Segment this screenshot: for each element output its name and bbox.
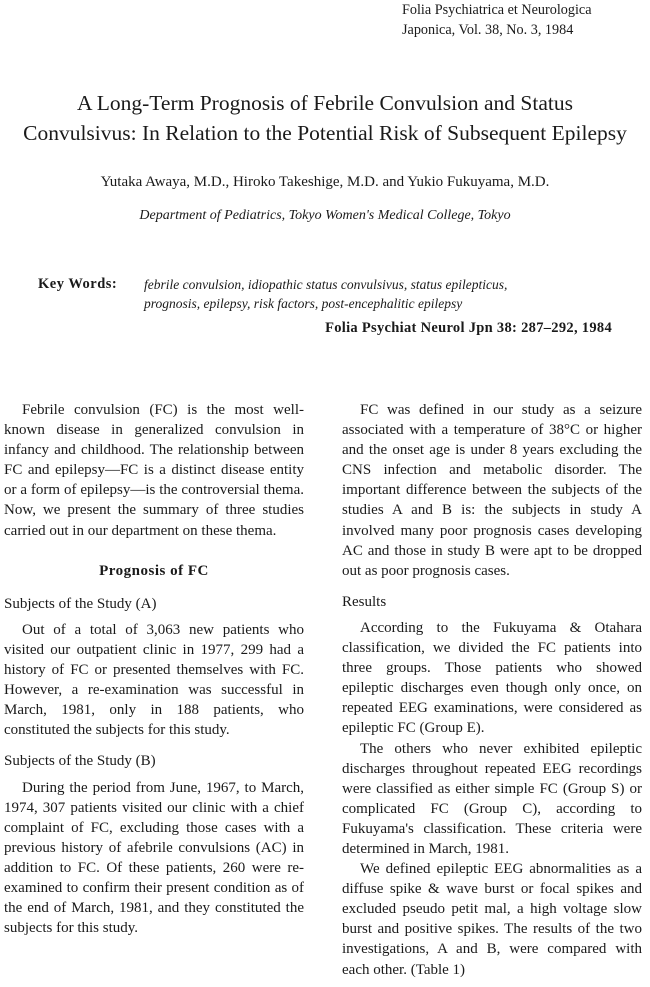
journal-name-line1: Folia Psychiatrica et Neurologica: [402, 2, 592, 18]
study-b-paragraph: During the period from June, 1967, to March, 1974, 307 patients visited our clinic with a chief complaint of FC, excluding those cases with a previous history of afebrile convulsions (AC) in addition to FC. Of these patients, 260 were re-examined to confirm their present condition as of the end of March, 1981, and they constituted the subjects for this study.: [4, 779, 304, 937]
keywords-label: Key Words:: [38, 276, 118, 292]
keywords-line1: febrile convulsion, idiopathic status convulsivus, status epilepticus,: [144, 277, 508, 292]
right-column: [342, 400, 642, 980]
subheading-study-a: Subjects of the Study (A): [4, 595, 157, 612]
keywords: [144, 275, 624, 313]
left-column: [4, 400, 304, 938]
results-paragraph-3: We defined epileptic EEG abnormalities as a diffuse spike & wave burst or focal spikes and excluded pseudo petit mal, a high voltage slow burst and positive spikes. The results of the two investigations, A and B, were compared with each other. (Table 1): [342, 861, 642, 978]
title-line2: Convulsivus: In Relation to the Potential Risk of Subsequent Epilepsy: [23, 121, 627, 145]
study-a-paragraph: Out of a total of 3,063 new patients who visited our outpatient clinic in 1977, 299 had a history of FC or presented themselves with FC. However, a re-examination was successful in March, 1981, only in 188 patients, who constituted the subjects for this study.: [4, 621, 304, 739]
definition-paragraph: FC was defined in our study as a seizure associated with a temperature of 38°C or higher and the onset age is under 8 years excluding the CNS infection and metabolic disorder. The important difference between the subjects of the studies A and B is: the subjects in study A involved many poor prognosis cases developing AC and those in study B were apt to be dropped out as poor prognosis cases.: [342, 402, 642, 579]
intro-paragraph: Febrile convulsion (FC) is the most well-known disease in generalized convulsion in infancy and childhood. The relationship between FC and epilepsy—FC is a distinct disease entity or a form of epilepsy—is the controversial thema. Now, we present the summary of three studies carried out in our department on these thema.: [4, 402, 304, 539]
keywords-line2: prognosis, epilepsy, risk factors, post-encephalitic epilepsy: [144, 296, 463, 311]
subheading-study-b: Subjects of the Study (B): [4, 753, 156, 770]
results-paragraph-2: The others who never exhibited epileptic discharges throughout repeated EEG recordings were classified as either simple FC (Group S) or complicated FC (Group C), according to Fukuyama's classification. These criteria were determined in March, 1981.: [342, 740, 642, 857]
results-paragraph-1: According to the Fukuyama & Otahara classification, we divided the FC patients into three groups. Those patients who showed epileptic discharges even though only once, on repeated EEG examinations, were considered as epileptic FC (Group E).: [342, 619, 642, 737]
article-title: [0, 88, 650, 148]
title-line1: A Long-Term Prognosis of Febrile Convulsion and Status: [77, 91, 573, 115]
author-list: Yutaka Awaya, M.D., Hiroko Takeshige, M.D. and Yukio Fukuyama, M.D.: [100, 174, 550, 190]
journal-header: [402, 0, 642, 40]
results-heading: Results: [342, 593, 387, 610]
section-heading-prognosis: Prognosis of FC: [99, 562, 209, 579]
citation: Folia Psychiat Neurol Jpn 38: 287–292, 1984: [325, 320, 612, 336]
affiliation: Department of Pediatrics, Tokyo Women's Medical College, Tokyo: [139, 208, 511, 223]
journal-name-line2: Japonica, Vol. 38, No. 3, 1984: [402, 22, 574, 38]
